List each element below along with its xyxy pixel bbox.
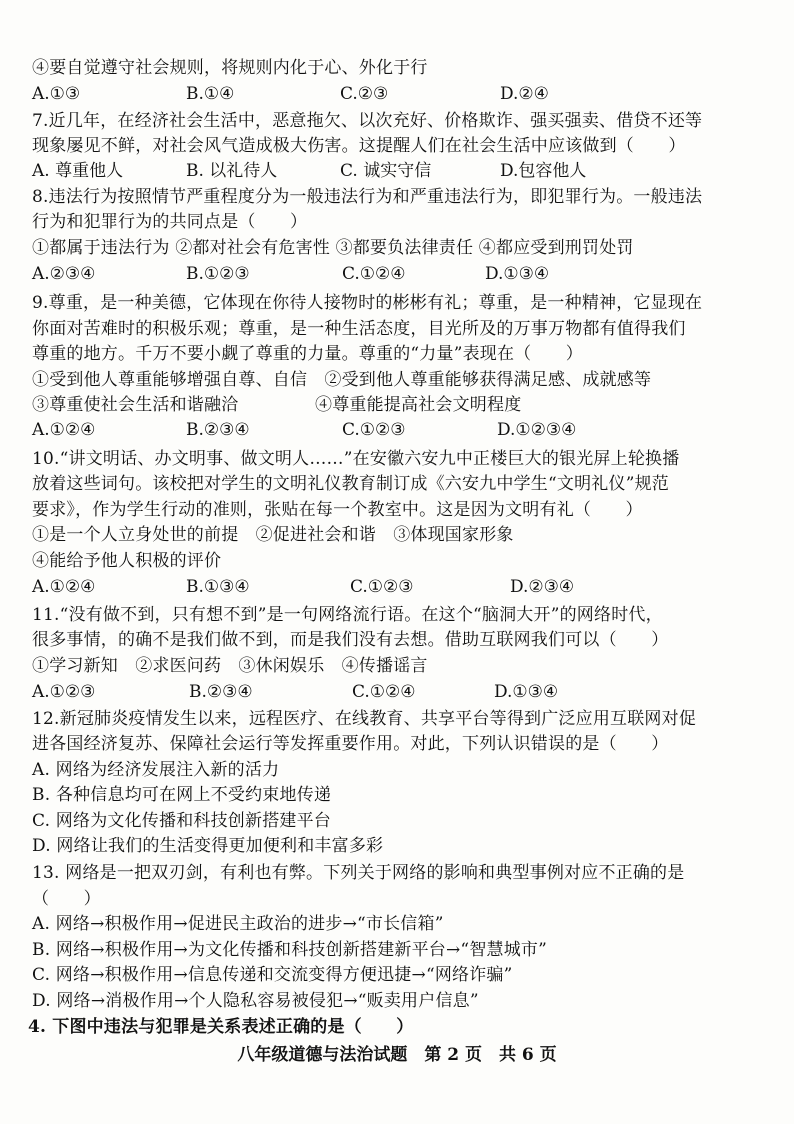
q11-option-b: B.②③④ <box>189 682 253 702</box>
q6-item-4: ④要自觉遵守社会规则，将规则内化于心、外化于行 <box>32 58 428 78</box>
q8-options <box>32 263 752 285</box>
q13-option-a: A. 网络→积极作用→促进民主政治的进步→“市长信箱” <box>32 914 444 934</box>
q9-stem-line1: 9.尊重，是一种美德，它体现在你待人接物时的彬彬有礼；尊重，是一种精神，它显现在 <box>32 293 703 313</box>
q10-options <box>32 576 752 598</box>
q10-option-d: D.②③④ <box>510 577 575 597</box>
q6-option-d: D.②④ <box>500 84 549 104</box>
q8-option-a: A.②③④ <box>32 264 96 284</box>
q7-stem-line1: 7.近几年，在经济社会生活中，恶意拖欠、以次充好、价格欺诈、强买强卖、借贷不还等 <box>32 111 703 131</box>
q10-items-line1: ①是一个人立身处世的前提 ②促进社会和谐 ③体现国家形象 <box>32 525 514 545</box>
q6-option-c: C.②③ <box>340 84 389 104</box>
q9-option-c: C.①②③ <box>342 420 406 440</box>
q6-option-b: B.①④ <box>186 84 235 104</box>
q12-stem-line1: 12.新冠肺炎疫情发生以来，远程医疗、在线教育、共享平台等得到广泛应用互联网对促 <box>32 709 697 729</box>
q7-option-a: A. 尊重他人 <box>32 161 124 181</box>
q11-option-a: A.①②③ <box>32 682 96 702</box>
q11-option-c: C.①②④ <box>352 682 416 702</box>
q9-option-a: A.①②④ <box>32 420 96 440</box>
q9-option-b: B.②③④ <box>186 420 250 440</box>
q11-stem-line2: 很多事情，的确不是我们做不到，而是我们没有去想。借助互联网我们可以（ ） <box>32 630 669 650</box>
q11-option-d: D.①③④ <box>494 682 559 702</box>
q13-stem-line1: 13. 网络是一把双刃剑，有利也有弊。下列关于网络的影响和典型事例对应不正确的是 <box>32 863 685 883</box>
q14-stem-line1: 4. 下图中违法与犯罪是关系表述正确的是（ ） <box>28 1017 414 1037</box>
q13-option-b: B. 网络→积极作用→为文化传播和科技创新搭建新平台→“智慧城市” <box>32 940 548 960</box>
q9-stem-line2: 你面对苦难时的积极乐观；尊重，是一种生活态度，目光所及的万事万物都有值得我们 <box>32 319 686 339</box>
q8-option-b: B.①②③ <box>186 264 250 284</box>
q11-items: ①学习新知 ②求医问药 ③休闲娱乐 ④传播谣言 <box>32 656 428 676</box>
q9-option-d: D.①②③④ <box>497 420 577 440</box>
q6-option-a: A.①③ <box>32 84 81 104</box>
q10-option-c: C.①②③ <box>350 577 414 597</box>
q7-option-d: D.包容他人 <box>500 161 587 181</box>
q10-stem-line3: 要求》，作为学生行动的准则，张贴在每一个教室中。这是因为文明有礼（ ） <box>32 500 643 520</box>
q6-options <box>32 83 752 105</box>
q8-stem-line2: 行为和犯罪行为的共同点是（ ） <box>32 212 308 232</box>
q12-option-a: A. 网络为经济发展注入新的活力 <box>32 760 280 780</box>
q10-option-a: A.①②④ <box>32 577 96 597</box>
q13-stem-line2: （ ） <box>32 889 101 909</box>
q8-stem-line1: 8.违法行为按照情节严重程度分为一般违法行为和严重违法行为，即犯罪行为。一般违法 <box>32 187 703 207</box>
q12-stem-line2: 进各国经济复苏、保障社会运行等发挥重要作用。对此，下列认识错误的是（ ） <box>32 734 669 754</box>
q11-stem-line1: 11.“没有做不到，只有想不到”是一句网络流行语。在这个“脑洞大开”的网络时代， <box>32 605 663 625</box>
page-footer: 八年级道德与法治试题 第 2 页 共 6 页 <box>237 1045 557 1065</box>
q12-option-b: B. 各种信息均可在网上不受约束地传递 <box>32 785 332 805</box>
q9-options <box>32 419 752 441</box>
q7-stem-line2: 现象屡见不鲜，对社会风气造成极大伤害。这提醒人们在社会生活中应该做到（ ） <box>32 136 686 156</box>
q7-option-b: B. 以礼待人 <box>186 161 278 181</box>
q12-option-c: C. 网络为文化传播和科技创新搭建平台 <box>32 811 332 831</box>
q10-items-line2: ④能给予他人积极的评价 <box>32 551 222 571</box>
q12-option-d: D. 网络让我们的生活变得更加便利和丰富多彩 <box>32 836 384 856</box>
q13-option-d: D. 网络→消极作用→个人隐私容易被侵犯→“贩卖用户信息” <box>32 991 479 1011</box>
q10-stem-line2: 放着这些词句。该校把对学生的文明礼仪教育制订成《六安九中学生“文明礼仪”规范 <box>32 474 669 494</box>
q9-item-4: ④尊重能提高社会文明程度 <box>315 395 522 415</box>
q13-option-c: C. 网络→积极作用→信息传递和交流变得方便迅捷→“网络诈骗” <box>32 965 513 985</box>
q8-option-c: C.①②④ <box>342 264 406 284</box>
q9-stem-line3: 尊重的地方。千万不要小觑了尊重的力量。尊重的“力量”表现在（ ） <box>32 344 583 364</box>
q10-stem-line1: 10.“讲文明话、办文明事、做文明人……”在安徽六安九中正楼巨大的银光屏上轮换播 <box>32 449 680 469</box>
q11-options <box>32 681 752 703</box>
q7-options <box>32 160 752 182</box>
q9-item-3: ③尊重使社会生活和谐融洽 <box>32 395 239 415</box>
q10-option-b: B.①③④ <box>186 577 250 597</box>
q7-option-c: C. 诚实守信 <box>340 161 432 181</box>
q9-items-line1: ①受到他人尊重能够增强自尊、自信 ②受到他人尊重能够获得满足感、成就感等 <box>32 370 652 390</box>
q8-items: ①都属于违法行为 ②都对社会有危害性 ③都要负法律责任 ④都应受到刑罚处罚 <box>32 238 634 258</box>
q8-option-d: D.①③④ <box>485 264 550 284</box>
